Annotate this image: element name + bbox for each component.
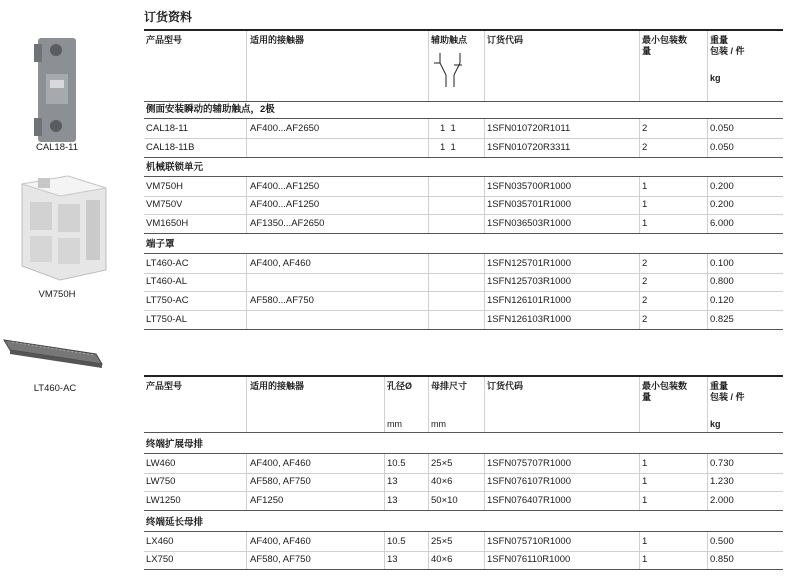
col-model-header: 产品型号 xyxy=(146,35,183,45)
column-divider xyxy=(246,472,247,491)
table-cell: 2 xyxy=(642,314,648,325)
column-divider xyxy=(246,550,247,569)
table-cell: 2 xyxy=(642,258,648,269)
col-hole-unit: mm xyxy=(387,419,402,429)
table-cell: 13 xyxy=(387,476,398,487)
table-cell: 0.850 xyxy=(710,554,734,565)
table-cell: 0.500 xyxy=(710,536,734,547)
table-row xyxy=(144,550,783,570)
table-cell: AF1250 xyxy=(250,495,284,506)
table-cell: LW460 xyxy=(146,458,176,469)
column-divider xyxy=(639,454,640,473)
table-cell: 10.5 xyxy=(387,536,406,547)
table-cell: 1SFN125703R1000 xyxy=(487,276,571,287)
table-cell: CAL18-11 xyxy=(146,123,189,134)
column-divider xyxy=(707,532,708,551)
col-pack-header: 最小包装数量 xyxy=(642,35,688,56)
table-cell: 1 1 xyxy=(440,142,456,153)
table-cell: 1SFN075707R1000 xyxy=(487,458,571,469)
table-cell: LT460-AC xyxy=(146,258,189,269)
table-cell: 2 xyxy=(642,295,648,306)
column-divider xyxy=(428,454,429,473)
table-row xyxy=(144,453,783,474)
table-cell: 40×6 xyxy=(431,476,453,487)
column-divider xyxy=(639,377,640,432)
table-cell: 1 xyxy=(642,218,648,229)
col-weight-unit: kg xyxy=(710,73,721,83)
lt460-ac-caption: LT460-AC xyxy=(33,383,77,394)
table-cell: AF400...AF1250 xyxy=(250,181,320,192)
col-hole-header: 孔径Ø xyxy=(387,381,413,391)
column-divider xyxy=(384,454,385,473)
column-divider xyxy=(707,377,708,432)
vm750h-image xyxy=(8,174,110,282)
table-cell: 1 xyxy=(642,495,648,506)
table-cell: 1 xyxy=(642,476,648,487)
section-title: 终端扩展母排 xyxy=(146,439,204,450)
col-weight-sub: 包装 / 件 xyxy=(710,46,745,56)
table-cell: 1SFN126101R1000 xyxy=(487,295,571,306)
section-title: 终端延长母排 xyxy=(146,517,204,528)
table-cell: AF1350...AF2650 xyxy=(250,218,325,229)
table-cell: AF400...AF1250 xyxy=(250,199,320,210)
column-divider xyxy=(484,550,485,569)
table-cell: AF400...AF2650 xyxy=(250,123,320,134)
section-title: 侧面安装瞬动的辅助触点，2极 xyxy=(146,104,275,115)
column-divider xyxy=(384,377,385,432)
vm750h-caption: VM750H xyxy=(38,289,76,300)
cal18-11-caption: CAL18-11 xyxy=(35,142,79,153)
table-cell: 1 1 xyxy=(440,123,456,134)
table-cell: 40×6 xyxy=(431,554,453,565)
table-cell: 1SFN035701R1000 xyxy=(487,199,571,210)
table-cell: VM750H xyxy=(146,181,183,192)
column-divider xyxy=(484,377,485,432)
col-aux-header: 辅助触点 xyxy=(431,35,468,45)
table-row xyxy=(144,472,783,492)
col-weight-sub: 包装 / 件 xyxy=(710,392,745,402)
table-cell: 1SFN035700R1000 xyxy=(487,181,571,192)
column-divider xyxy=(484,472,485,491)
table-cell: 0.730 xyxy=(710,458,734,469)
table-cell: AF400, AF460 xyxy=(250,258,311,269)
column-divider xyxy=(384,532,385,551)
table-cell: VM1650H xyxy=(146,218,189,229)
col-contactor-header: 适用的接触器 xyxy=(250,35,305,45)
column-divider xyxy=(639,491,640,510)
col-pack-header: 最小包装数量 xyxy=(642,381,688,402)
table-cell: LT750-AC xyxy=(146,295,189,306)
table-cell: LX750 xyxy=(146,554,174,565)
column-divider xyxy=(428,532,429,551)
column-divider xyxy=(246,491,247,510)
table-cell: 1SFN010720R1011 xyxy=(487,123,571,134)
table-cell: 1SFN076107R1000 xyxy=(487,476,571,487)
table-cell: 1SFN076407R1000 xyxy=(487,495,571,506)
table-row xyxy=(144,531,783,552)
column-divider xyxy=(707,472,708,491)
col-contactor-header: 适用的接触器 xyxy=(250,381,305,391)
table-cell: LT750-AL xyxy=(146,314,188,325)
table-cell: 1 xyxy=(642,554,648,565)
column-divider xyxy=(384,491,385,510)
table-2-header xyxy=(144,375,783,433)
table-cell: 1SFN125701R1000 xyxy=(487,258,571,269)
column-divider xyxy=(428,377,429,432)
table-cell: 0.200 xyxy=(710,181,734,192)
table-cell: LX460 xyxy=(146,536,174,547)
column-divider xyxy=(428,550,429,569)
column-divider xyxy=(484,532,485,551)
table-cell: 1 xyxy=(642,458,648,469)
table-cell: 0.050 xyxy=(710,142,734,153)
column-divider xyxy=(707,491,708,510)
table-cell: 1 xyxy=(642,199,648,210)
column-divider xyxy=(246,377,247,432)
col-bar-header: 母排尺寸 xyxy=(431,381,468,391)
column-divider xyxy=(707,454,708,473)
table-cell: LW750 xyxy=(146,476,176,487)
table-cell: 0.050 xyxy=(710,123,734,134)
table-cell: 13 xyxy=(387,554,398,565)
col-code-header: 订货代码 xyxy=(487,35,524,45)
table-cell: 1SFN076110R1000 xyxy=(487,554,571,565)
table-cell: 25×5 xyxy=(431,536,453,547)
column-divider xyxy=(428,472,429,491)
table-cell: AF580, AF750 xyxy=(250,476,311,487)
table-cell: 1SFN036503R1000 xyxy=(487,218,571,229)
col-weight-header: 重量 xyxy=(710,35,729,45)
table-cell: 6.000 xyxy=(710,218,734,229)
table-cell: 0.100 xyxy=(710,258,734,269)
col-model-header: 产品型号 xyxy=(146,381,183,391)
table-cell: 2 xyxy=(642,123,648,134)
section-title: 端子罩 xyxy=(146,239,175,250)
table-cell: 2 xyxy=(642,276,648,287)
column-divider xyxy=(428,491,429,510)
column-divider xyxy=(639,472,640,491)
column-divider xyxy=(484,491,485,510)
table-cell: 25×5 xyxy=(431,458,453,469)
table-cell: 1SFN010720R3311 xyxy=(487,142,571,153)
table-cell: AF400, AF460 xyxy=(250,458,311,469)
table-cell: 50×10 xyxy=(431,495,458,506)
table-cell: 1.230 xyxy=(710,476,734,487)
table-cell: 2.000 xyxy=(710,495,734,506)
ordering-table-2 xyxy=(144,0,783,582)
column-divider xyxy=(707,550,708,569)
table-cell: 0.800 xyxy=(710,276,734,287)
table-cell: 1SFN075710R1000 xyxy=(487,536,571,547)
col-weight-header: 重量 xyxy=(710,381,729,391)
col-bar-unit: mm xyxy=(431,419,446,429)
table-cell: AF580...AF750 xyxy=(250,295,314,306)
column-divider xyxy=(384,472,385,491)
page-title: 订货资料 xyxy=(144,10,193,24)
table-cell: 0.120 xyxy=(710,295,734,306)
column-divider xyxy=(384,550,385,569)
table-cell: 0.200 xyxy=(710,199,734,210)
table-cell: AF580, AF750 xyxy=(250,554,311,565)
table-cell: 2 xyxy=(642,142,648,153)
section-title: 机械联锁单元 xyxy=(146,162,204,173)
table-cell: AF400, AF460 xyxy=(250,536,311,547)
table-cell: VM750V xyxy=(146,199,183,210)
table-cell: CAL18-11B xyxy=(146,142,195,153)
column-divider xyxy=(639,550,640,569)
table-cell: 0.825 xyxy=(710,314,734,325)
table-cell: LT460-AL xyxy=(146,276,188,287)
table-cell: 1 xyxy=(642,536,648,547)
column-divider xyxy=(246,532,247,551)
cal18-11-image xyxy=(30,34,86,146)
column-divider xyxy=(246,454,247,473)
col-weight-unit: kg xyxy=(710,419,721,429)
table-cell: LW1250 xyxy=(146,495,181,506)
table-cell: 10.5 xyxy=(387,458,406,469)
table-cell: 13 xyxy=(387,495,398,506)
table-row xyxy=(144,491,783,511)
table-cell: 1 xyxy=(642,181,648,192)
column-divider xyxy=(484,454,485,473)
column-divider xyxy=(639,532,640,551)
lt460-ac-image xyxy=(2,334,106,370)
table-cell: 1SFN126103R1000 xyxy=(487,314,571,325)
col-code-header: 订货代码 xyxy=(487,381,524,391)
